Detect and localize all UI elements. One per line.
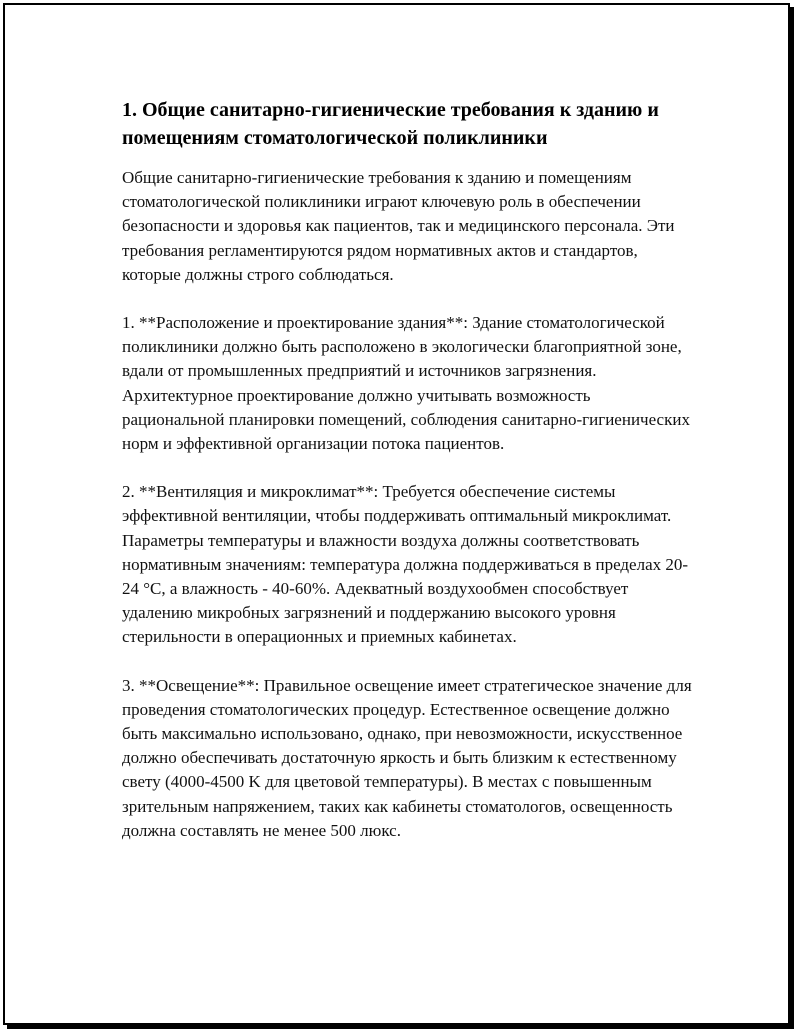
intro-paragraph: Общие санитарно-гигиенические требования к зданию и помещениям стоматологической поликлиники играют ключевую роль в обеспечении безопасности и здоровья как пациентов, так и медицинского персонала. Эти требования регламентируются рядом нормативных актов и стандартов, которые должны строго соблюдаться. [122, 168, 675, 284]
page-body [122, 96, 694, 867]
document-page [3, 3, 790, 1025]
paragraph-ventilation: 2. **Вентиляция и микроклимат**: Требуется обеспечение системы эффективной вентиляции, чтобы поддерживать оптимальный микроклимат. Параметры температуры и влажности воздуха должны соответствовать нормативным значениям: температура должна поддерживаться в пределах 20-24 °C, а влажность - 40-60%. Адекватный воздухообмен способствует удалению микробных загрязнений и поддержанию высокого уровня стерильности в операционных и приемных кабинетах. [122, 482, 689, 647]
section-heading: 1. Общие санитарно-гигиенические требования к зданию и помещениям стоматологической поликлиники [122, 99, 659, 149]
paragraph-lighting: 3. **Освещение**: Правильное освещение имеет стратегическое значение для проведения стоматологических процедур. Естественное освещение должно быть максимально использовано, однако, при невозможности, искусственное должно обеспечивать достаточную яркость и быть близким к естественному свету (4000-4500 K для цветовой температуры). В местах с повышенным зрительным напряжением, таких как кабинеты стоматологов, освещенность должна составлять не менее 500 люкс. [122, 675, 692, 840]
paragraph-location: 1. **Расположение и проектирование здания**: Здание стоматологической поликлиники должно быть расположено в экологически благоприятной зоне, вдали от промышленных предприятий и источников загрязнения. Архитектурное проектирование должно учитывать возможность рациональной планировки помещений, соблюдения санитарно-гигиенических норм и эффективной организации потока пациентов. [122, 313, 690, 454]
